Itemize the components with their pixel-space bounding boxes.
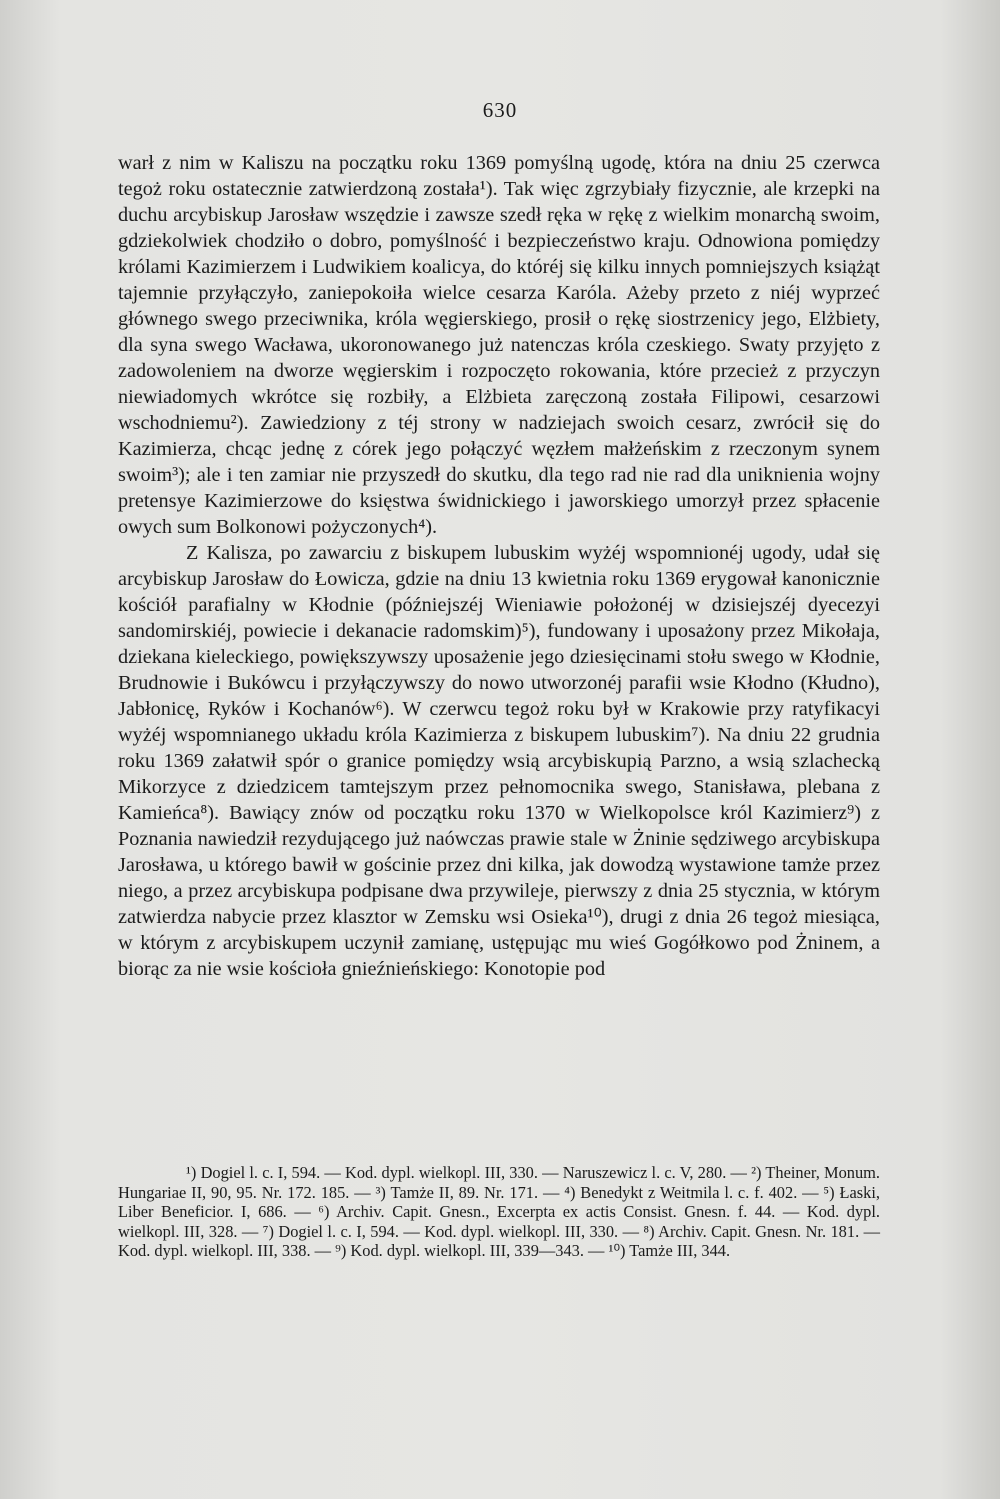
footnotes-text: ¹) Dogiel l. c. I, 594. — Kod. dypl. wielkopl. III, 330. — Naruszewicz l. c. V, 280. — ²) Theiner, Monum. Hungariae II, 90, 95. Nr. 172. 185. — ³) Tamże II, 89. Nr. 171. — ⁴) Benedykt z Weitmila l. c. f. 402. — ⁵) Łaski, Liber Beneficior. I, 686. — ⁶) Archiv. Capit. Gnesn., Excerpta ex actis Consist. Gnesn. f. 44. — Kod. dypl. wielkopl. III, 328. — ⁷) Dogiel l. c. I, 594. — Kod. dypl. wielkopl. III, 330. — ⁸) Archiv. Capit. Gnesn. Nr. 181. — Kod. dypl. wielkopl. III, 338. — ⁹) Kod. dypl. wielkopl. III, 339—343. — ¹⁰) Tamże III, 344. (118, 1163, 880, 1261)
footnotes (118, 1163, 880, 1261)
page-number: 630 (482, 98, 518, 122)
paragraph-2: Z Kalisza, po zawarciu z biskupem lubuskim wyżéj wspomnionéj ugody, udał się arcybiskup Jarosław do Łowicza, gdzie na dniu 13 kwietnia roku 1369 erygował kanonicznie kościół parafialny w Kłodnie (późniejszéj Wieniawie położonéj w dzisiejszéj dyecezyi sandomirskiéj, powiecie i dekanacie radomskim)⁵), fundowany i uposażony przez Mikołaja, dziekana kieleckiego, powiększywszy uposażenie jego dziesięcinami stołu swego w Kłodnie, Brudnowie i Bukówcu i przyłączywszy do nowo utworzonéj parafii wsie Kłodno (Kłudno), Jabłonicę, Ryków i Kochanów⁶). W czerwcu tegoż roku był w Krakowie przy ratyfikacyi wyżéj wspomnianego układu króla Kazimierza z biskupem lubuskim⁷). Na dniu 22 grudnia roku 1369 załatwił spór o granice pomiędzy wsią arcybiskupią Parzno, a wsią szlachecką Mikorzyce z dziedzicem tamtejszym przez pełnomocnika swego, Stanisława, plebana z Kamieńca⁸). Bawiący znów od początku roku 1370 w Wielkopolsce król Kazimierz⁹) z Poznania nawiedził rezydującego już naówczas prawie stale w Żninie sędziwego arcybiskupa Jarosława, u którego bawił w gościnie przez dni kilka, jak dowodzą wystawione tamże przez niego, a przez arcybiskupa podpisane dwa przywileje, pierwszy z dnia 25 stycznia, w którym zatwierdza nabycie przez klasztor w Zemsku wsi Osieka¹⁰), drugi z dnia 26 tegoż miesiąca, w którym z arcybiskupem uczynił zamianę, ustępując mu wieś Gogółkowo pod Żninem, a biorąc za nie wsie kościoła gnieźnieńskiego: Konotopie pod (118, 542, 880, 980)
main-text (118, 150, 880, 982)
paragraph-1: warł z nim w Kaliszu na początku roku 1369 pomyślną ugodę, która na dniu 25 czerwca tegoż roku ostatecznie zatwierdzoną została¹). Tak więc zgrzybiały fizycznie, ale krzepki na duchu arcybiskup Jarosław wszędzie i zawsze szedł ręka w rękę z wielkim monarchą swoim, gdziekolwiek chodziło o dobro, pomyślność i bezpieczeństwo kraju. Odnowiona pomiędzy królami Kazimierzem i Ludwikiem koalicya, do któréj się kilku innych pomniejszych książąt tajemnie przyłączyło, zaniepokoiła wielce cesarza Karóla. Ażeby przeto z niéj wyprzeć głównego swego przeciwnika, króla węgierskiego, prosił o rękę siostrzenicy jego, Elżbiety, dla syna swego Wacława, ukoronowanego już natenczas króla czeskiego. Swaty przyjęto z zadowoleniem na dworze węgierskim i rozpoczęto rokowania, które przecież z przyczyn niewiadomych wkrótce się rozbiły, a Elżbieta zaręczoną została Filipowi, cesarzowi wschodniemu²). Zawiedziony z téj strony w nadziejach swoich cesarz, zwrócił się do Kazimierza, chcąc jednę z córek jego połączyć węzłem małżeńskim z rzeczonym synem swoim³); ale i ten zamiar nie przyszedł do skutku, dla tego rad nie rad dla uniknienia wojny pretensye Kazimierzowe do księstwa świdnickiego i jaworskiego umorzył przez spłacenie owych sum Bolkonowi pożyczonych⁴). (118, 152, 880, 538)
